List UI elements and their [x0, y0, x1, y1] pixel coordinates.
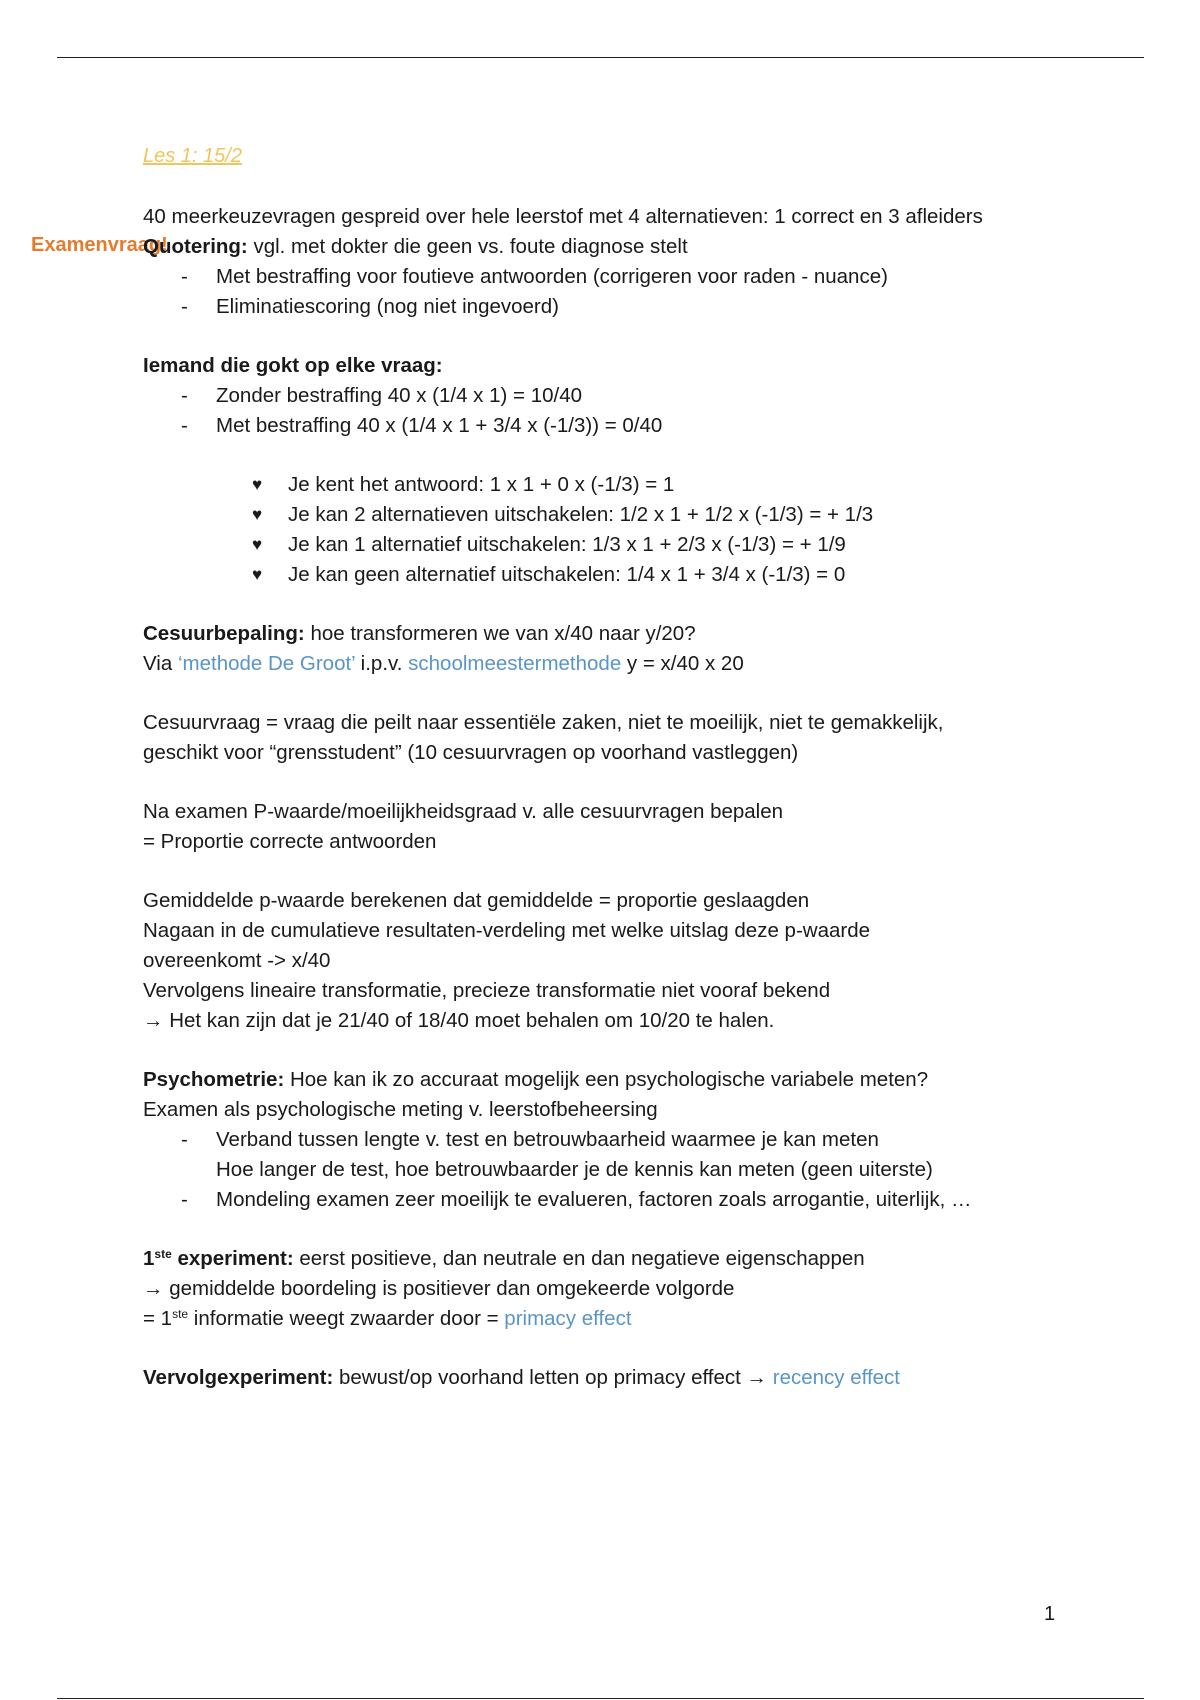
- cesuur-via-line: [143, 649, 1143, 679]
- dash-icon: -: [181, 414, 188, 437]
- primacy-effect-link[interactable]: primacy effect: [504, 1307, 632, 1330]
- quotering-line: [143, 232, 1143, 262]
- heart-bullet-icon: ♥: [252, 475, 263, 494]
- dash-icon: -: [181, 265, 188, 288]
- cesuurvraag-line: geschikt voor “grensstudent” (10 cesuurvragen op voorhand vastleggen): [143, 741, 799, 764]
- bullet-item-text: Je kan 1 alternatief uitschakelen: 1/3 x 1 + 2/3 x (-1/3) = + 1/9: [288, 533, 846, 556]
- cesuur-text: hoe transformeren we van x/40 naar y/20?: [304, 622, 696, 645]
- bullet-item-text: Je kan geen alternatief uitschakelen: 1/4 x 1 + 3/4 x (-1/3) = 0: [288, 563, 846, 586]
- heart-bullet-icon: ♥: [252, 535, 263, 554]
- experiment-line: [143, 1244, 1143, 1274]
- document-body: [143, 202, 1143, 1393]
- list-item: [143, 381, 1143, 411]
- via-suffix: y = x/40 x 20: [621, 652, 744, 675]
- gemiddelde-line: overeenkomt -> x/40: [143, 949, 331, 972]
- experiment-line3-superscript: ste: [172, 1307, 189, 1321]
- intro-line: 40 meerkeuzevragen gespreid over hele leerstof met 4 alternatieven: 1 correct en 3 afleiders: [143, 205, 983, 228]
- bullet-item: [143, 500, 1143, 530]
- exam-question-note: Examenvraag!: [31, 234, 168, 256]
- footer-rule: [57, 1698, 1144, 1699]
- gokt-label: Iemand die gokt op elke vraag:: [143, 354, 443, 377]
- dash-icon: -: [181, 384, 188, 407]
- experiment-line: → gemiddelde boordeling is positiever dan omgekeerde volgorde: [143, 1277, 735, 1300]
- list-item: [143, 1125, 1143, 1155]
- gokt-heading: [143, 351, 1143, 381]
- experiment-line3-text: informatie weegt zwaarder door =: [188, 1307, 505, 1330]
- list-item-text: Zonder bestraffing 40 x (1/4 x 1) = 10/40: [216, 384, 582, 407]
- list-item-text: Verband tussen lengte v. test en betrouwbaarheid waarmee je kan meten: [216, 1128, 879, 1151]
- pwaarde-line: = Proportie correcte antwoorden: [143, 830, 437, 853]
- pwaarde-line: Na examen P-waarde/moeilijkheidsgraad v. alle cesuurvragen bepalen: [143, 800, 784, 823]
- quotering-label: Quotering:: [143, 235, 248, 258]
- gemiddelde-line: Vervolgens lineaire transformatie, precieze transformatie niet vooraf bekend: [143, 979, 831, 1002]
- bullet-item: [143, 470, 1143, 500]
- bullet-item: [143, 560, 1143, 590]
- list-item-text: Met bestraffing 40 x (1/4 x 1 + 3/4 x (-1/3)) = 0/40: [216, 414, 663, 437]
- experiment-line: [143, 1304, 1143, 1334]
- heart-bullet-icon: ♥: [252, 505, 263, 524]
- bullet-item-text: Je kan 2 alternatieven uitschakelen: 1/2 x 1 + 1/2 x (-1/3) = + 1/3: [288, 503, 874, 526]
- gemiddelde-line: Nagaan in de cumulatieve resultaten-verdeling met welke uitslag deze p-waarde: [143, 919, 871, 942]
- list-item-text: Mondeling examen zeer moeilijk te evalueren, factoren zoals arrogantie, uiterlijk, …: [216, 1188, 972, 1211]
- vervolg-text: bewust/op voorhand letten op primacy effect →: [333, 1366, 773, 1389]
- cesuur-line: [143, 619, 1143, 649]
- list-item: [143, 1185, 1143, 1215]
- gemiddelde-line: → Het kan zijn dat je 21/40 of 18/40 moet behalen om 10/20 te halen.: [143, 1009, 775, 1032]
- quotering-text: vgl. met dokter die geen vs. foute diagnose stelt: [247, 235, 688, 258]
- experiment-number: 1: [143, 1247, 155, 1270]
- list-item: [143, 411, 1143, 441]
- gemiddelde-line: Gemiddelde p-waarde berekenen dat gemiddelde = proportie geslaagden: [143, 889, 810, 912]
- psychometrie-line: Examen als psychologische meting v. leerstofbeheersing: [143, 1098, 658, 1121]
- vervolg-line: [143, 1363, 1143, 1393]
- psychometrie-line: [143, 1065, 1143, 1095]
- dash-icon: -: [181, 1128, 188, 1151]
- dash-icon: -: [181, 1188, 188, 1211]
- vervolg-label: Vervolgexperiment:: [143, 1366, 334, 1389]
- via-mid: i.p.v.: [354, 652, 409, 675]
- list-item-text: Eliminatiescoring (nog niet ingevoerd): [216, 295, 559, 318]
- experiment-line3-prefix: = 1: [143, 1307, 173, 1330]
- heart-bullet-icon: ♥: [252, 565, 263, 584]
- experiment-text: eerst positieve, dan neutrale en dan negatieve eigenschappen: [293, 1247, 865, 1270]
- psychometrie-text: Hoe kan ik zo accuraat mogelijk een psychologische variabele meten?: [284, 1068, 929, 1091]
- header-rule: [57, 57, 1144, 58]
- page-number: 1: [1044, 1603, 1056, 1625]
- cesuur-label: Cesuurbepaling:: [143, 622, 305, 645]
- experiment-label-text: experiment:: [171, 1247, 294, 1270]
- list-item: [143, 262, 1143, 292]
- schoolmeestermethode-link[interactable]: schoolmeestermethode: [408, 652, 622, 675]
- bullet-item: [143, 530, 1143, 560]
- via-prefix: Via: [143, 652, 178, 675]
- experiment-superscript: ste: [154, 1247, 172, 1261]
- list-item: [143, 292, 1143, 322]
- recency-effect-link[interactable]: recency effect: [772, 1366, 900, 1389]
- psychometrie-label: Psychometrie:: [143, 1068, 285, 1091]
- bullet-item-text: Je kent het antwoord: 1 x 1 + 0 x (-1/3) = 1: [288, 473, 675, 496]
- lesson-heading: Les 1: 15/2: [143, 145, 242, 167]
- dash-icon: -: [181, 295, 188, 318]
- methode-de-groot-link[interactable]: ‘methode De Groot’: [177, 652, 355, 675]
- list-item-continuation: Hoe langer de test, hoe betrouwbaarder je de kennis kan meten (geen uiterste): [216, 1158, 933, 1181]
- cesuurvraag-line: Cesuurvraag = vraag die peilt naar essentiële zaken, niet te moeilijk, niet te gemakkelijk,: [143, 711, 944, 734]
- experiment-label: [143, 1247, 294, 1270]
- list-item-text: Met bestraffing voor foutieve antwoorden (corrigeren voor raden - nuance): [216, 265, 888, 288]
